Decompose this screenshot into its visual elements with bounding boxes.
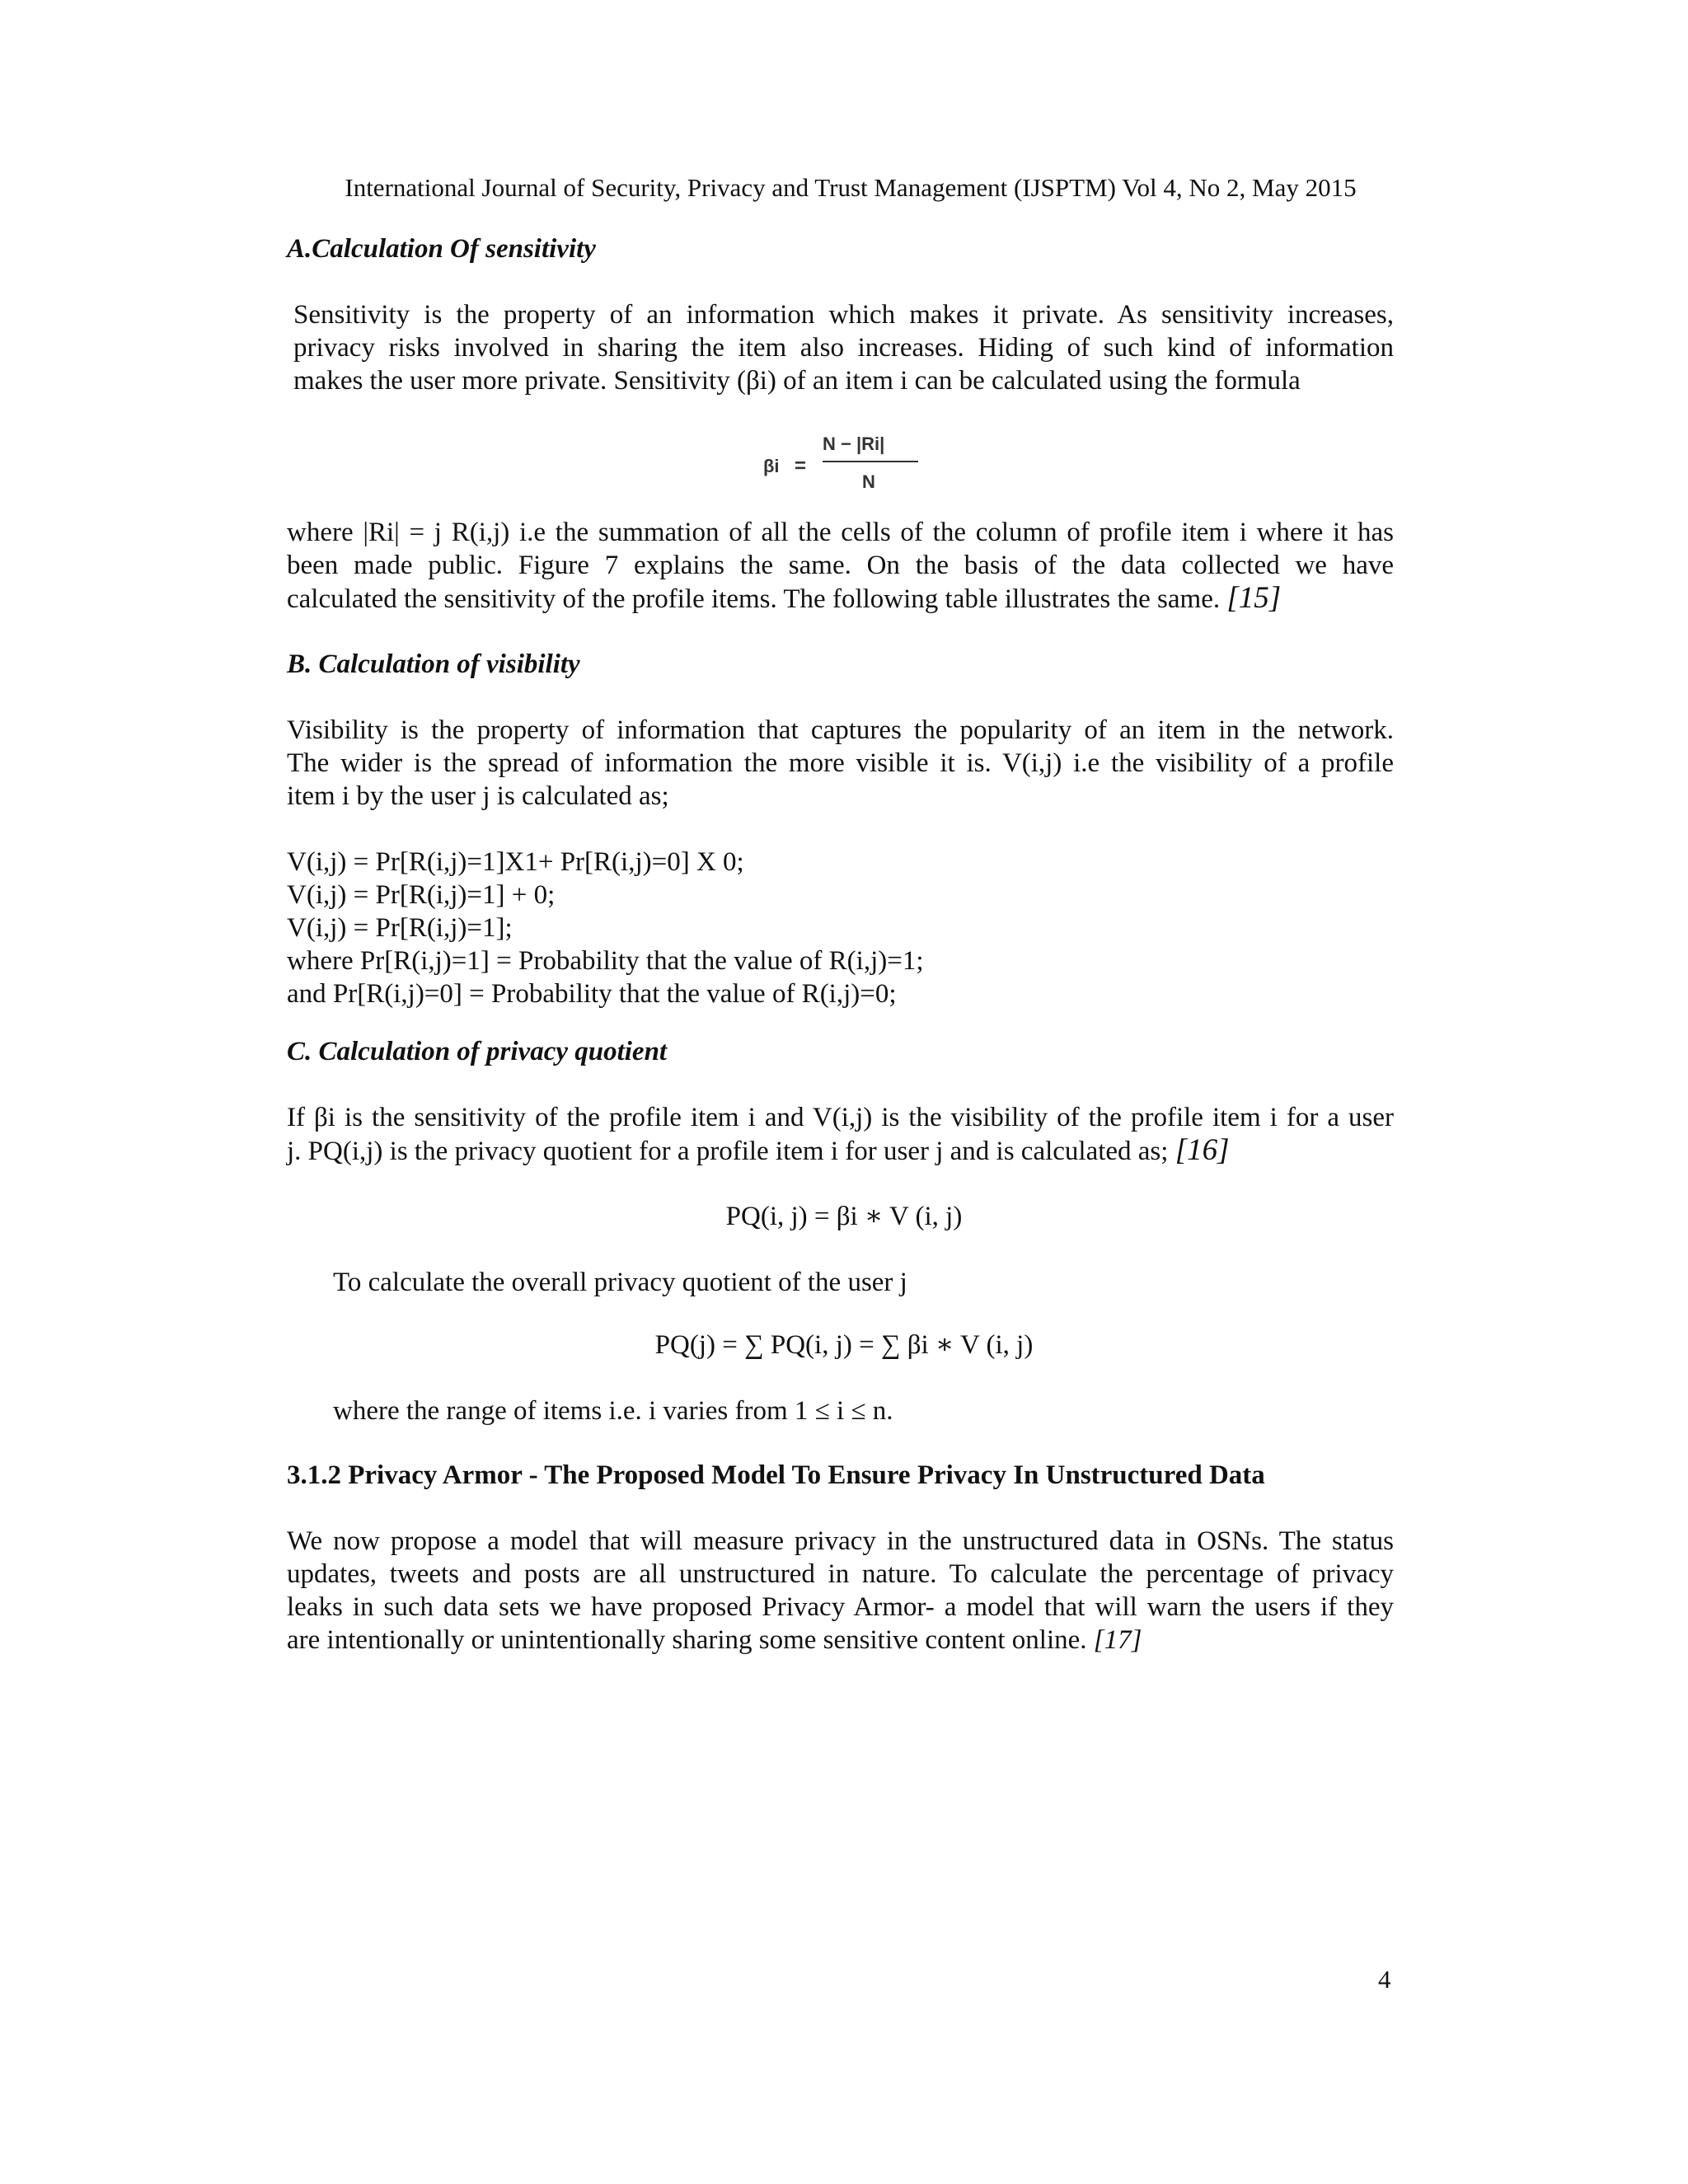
text-segment: calculated the sensitivity of the profile items. The following table illustrates the same.: [287, 584, 1221, 614]
text-line: The wider is the spread of information the more visible it is. V(i,j) i.e the visibility of a profile: [287, 748, 1394, 778]
section-a-heading: A.Calculation Of sensitivity: [287, 234, 596, 264]
citation: [16]: [1175, 1133, 1230, 1167]
text-line: privacy risks involved in sharing the item also increases. Hiding of such kind of information: [293, 333, 1394, 363]
text-line: updates, tweets and posts are all unstructured in nature. To calculate the percentage of privacy: [287, 1559, 1394, 1589]
text-segment: are intentionally or unintentionally sharing some sensitive content online.: [287, 1625, 1087, 1655]
visibility-equations: [287, 846, 924, 1010]
section-a-paragraph-1: [293, 298, 1394, 397]
page-number: 4: [1378, 1965, 1391, 1994]
text-line: makes the user more private. Sensitivity (βi) of an item i can be calculated using the formula: [293, 366, 1301, 396]
text-line: where |Ri| = j R(i,j) i.e the summation of all the cells of the column of profile item i where it has: [287, 518, 1394, 547]
formula-numerator: N − |Ri|: [823, 434, 885, 454]
text-line: Sensitivity is the property of an information which makes it private. As sensitivity increases,: [293, 300, 1394, 330]
text-line: [287, 1134, 1394, 1168]
text-line: item i by the user j is calculated as;: [287, 781, 669, 811]
text-line: If βi is the sensitivity of the profile item i and V(i,j) is the visibility of the profile item i for a user: [287, 1103, 1394, 1132]
text-line: [287, 1624, 1394, 1657]
overall-privacy-quotient-equation: PQ(j) = ∑ PQ(i, j) = ∑ βi ∗ V (i, j): [654, 1330, 1034, 1360]
text-line: leaks in such data sets we have proposed Privacy Armor- a model that will warn the users if they: [287, 1592, 1394, 1622]
text-line: Visibility is the property of information that captures the popularity of an item in the network.: [287, 715, 1394, 745]
range-text: where the range of items i.e. i varies from 1 ≤ i ≤ n.: [333, 1396, 893, 1426]
citation: [15]: [1226, 581, 1282, 615]
privacy-quotient-equation: PQ(i, j) = βi ∗ V (i, j): [725, 1202, 963, 1231]
citation: [17]: [1093, 1625, 1142, 1655]
formula-equals: =: [795, 455, 807, 477]
equation-line: where Pr[R(i,j)=1] = Probability that the value of R(i,j)=1;: [287, 946, 924, 976]
equation-line: V(i,j) = Pr[R(i,j)=1];: [287, 913, 513, 943]
equation-line: and Pr[R(i,j)=0] = Probability that the value of R(i,j)=0;: [287, 979, 897, 1009]
equation-line: V(i,j) = Pr[R(i,j)=1]X1+ Pr[R(i,j)=0] X 0;: [287, 847, 744, 877]
section-b-paragraph-1: [287, 714, 1394, 813]
running-header: International Journal of Security, Privacy and Trust Management (IJSPTM) Vol 4, No 2, May 2015: [345, 173, 1357, 202]
text-segment: j. PQ(i,j) is the privacy quotient for a profile item i for user j and is calculated as;: [287, 1137, 1169, 1166]
text-line: been made public. Figure 7 explains the same. On the basis of the data collected we have: [287, 551, 1394, 580]
text-line: [287, 582, 1394, 616]
sensitivity-formula: [763, 427, 928, 496]
section-c-paragraph-1: [287, 1101, 1394, 1168]
equation-line: V(i,j) = Pr[R(i,j)=1] + 0;: [287, 880, 556, 910]
section-b-heading: B. Calculation of visibility: [287, 649, 580, 679]
formula-denominator: N: [862, 471, 875, 492]
section-312-heading: 3.1.2 Privacy Armor - The Proposed Model To Ensure Privacy In Unstructured Data: [287, 1460, 1265, 1490]
text-line: We now propose a model that will measure privacy in the unstructured data in OSNs. The status: [287, 1526, 1394, 1556]
section-a-paragraph-2: [287, 516, 1394, 616]
overall-intro-text: To calculate the overall privacy quotient of the user j: [333, 1268, 907, 1297]
formula-lhs: βi: [763, 456, 780, 476]
section-c-heading: C. Calculation of privacy quotient: [287, 1037, 668, 1066]
section-312-paragraph-1: [287, 1525, 1394, 1657]
